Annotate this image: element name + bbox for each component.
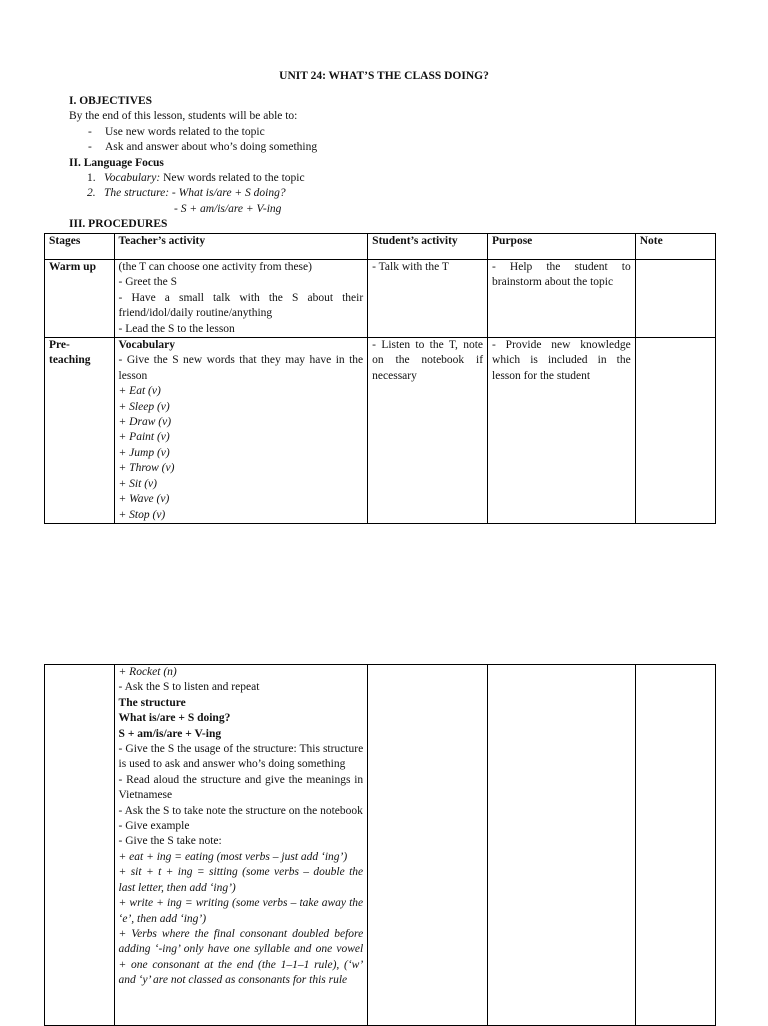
header-purpose: Purpose: [488, 234, 636, 260]
header-stages: Stages: [45, 234, 115, 260]
teacher-activity-cell: (the T can choose one activity from these) - Greet the S - Have a small talk with the S about their friend/idol/daily routine/anything - Lead the S to the lesson: [114, 260, 368, 338]
objectives-heading: I. OBJECTIVES: [69, 95, 153, 107]
student-activity-cell: [368, 665, 488, 1026]
table-row: [45, 260, 716, 338]
header-student-activity: Student’s activity: [368, 234, 488, 260]
student-activity-cell: - Talk with the T: [368, 260, 488, 338]
objectives-intro: By the end of this lesson, students will be able to:: [69, 110, 298, 123]
objective-item: - Ask and answer about who’s doing something: [88, 141, 318, 154]
purpose-cell: [488, 665, 636, 1026]
stage-warm-up: Warm up: [45, 260, 115, 338]
table-row: [45, 665, 716, 1026]
lesson-header: [69, 94, 709, 233]
procedures-table-continued: [44, 664, 716, 1026]
purpose-cell: - Provide new knowledge which is included in the lesson for the student: [488, 338, 636, 524]
procedures-heading: III. PROCEDURES: [69, 218, 168, 231]
table-row: [45, 338, 716, 524]
page-title: UNIT 24: WHAT’S THE CLASS DOING?: [279, 70, 489, 82]
language-focus-item: 2. The structure: - What is/are + S doing?: [87, 187, 286, 200]
stage-pre-teaching: Pre-teaching: [45, 338, 115, 524]
objective-item: - Use new words related to the topic: [88, 125, 265, 138]
note-cell: [635, 338, 715, 524]
note-cell: [635, 260, 715, 338]
language-focus-item: 1. Vocabulary: New words related to the topic: [87, 172, 305, 185]
language-focus-item-cont: - S + am/is/are + V-ing: [174, 202, 282, 215]
header-teacher-activity: Teacher’s activity: [114, 234, 368, 260]
teacher-activity-cell: + Rocket (n) - Ask the S to listen and repeat The structure What is/are + S doing? S + am/is/are + V-ing - Give the S the usage of the structure: This structure is used to ask and answer who’s doing something - Read aloud the structure and give the meanings in Vietnamese - Ask the S to take note the structure on the notebook - Give example - Give the S take note: + eat + ing = eating (most verbs – just add ‘ing’) + sit + t + ing = sitting (some verbs – double the last letter, then add ‘ing’) + write + ing = writing (some verbs – take away the ‘e’, then add ‘ing’) + Verbs where the final consonant doubled before adding ‘-ing’ only have one syllable and one vowel + one consonant at the end (the 1–1–1 rule), (‘w’ and ‘y’ are not classed as consonants for this rule: [114, 665, 368, 1026]
stage-cell: [45, 665, 115, 1026]
student-activity-cell: - Listen to the T, note on the notebook if necessary: [368, 338, 488, 524]
purpose-cell: - Help the student to brainstorm about the topic: [488, 260, 636, 338]
note-cell: [635, 665, 715, 1026]
header-note: Note: [635, 234, 715, 260]
language-focus-heading: II. Language Focus: [69, 156, 164, 169]
teacher-activity-cell: Vocabulary - Give the S new words that they may have in the lesson + Eat (v) + Sleep (v) + Draw (v) + Paint (v) + Jump (v) + Throw (v) + Sit (v) + Wave (v) + Stop (v): [114, 338, 368, 524]
table-header-row: [45, 234, 716, 260]
procedures-table: [44, 233, 716, 524]
